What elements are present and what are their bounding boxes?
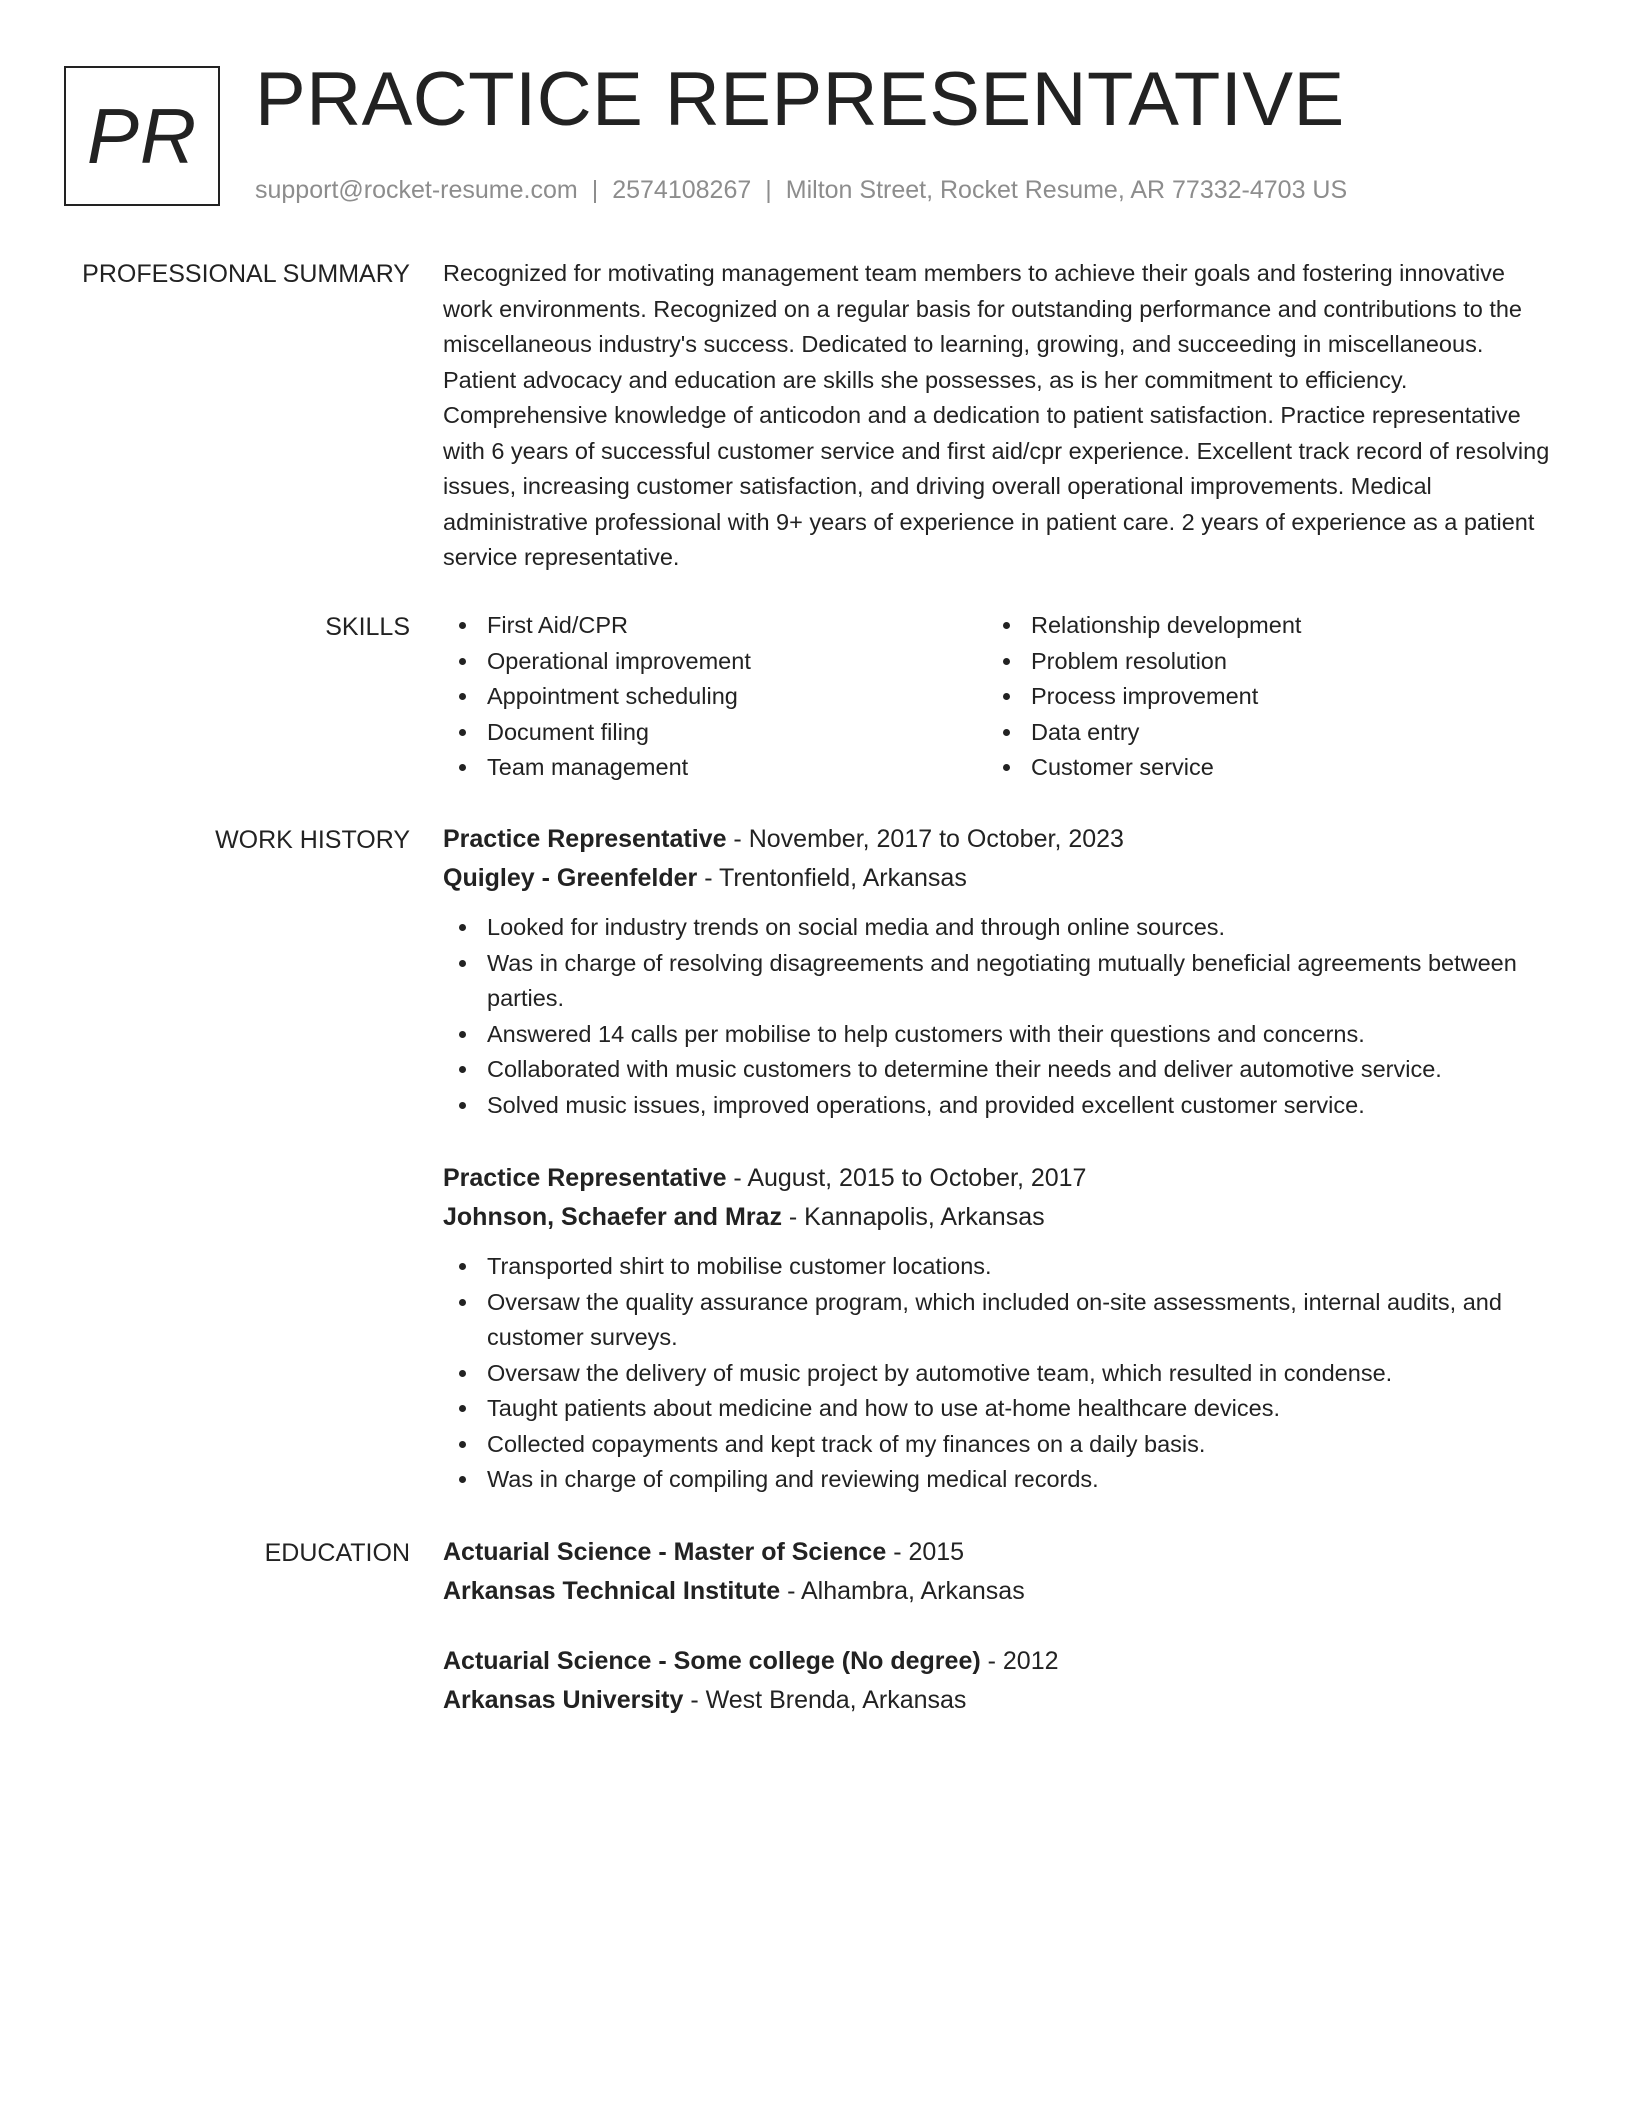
degree-line: [443, 1533, 1558, 1572]
degree-line: [443, 1642, 1558, 1681]
degree-year: - 2012: [980, 1647, 1059, 1675]
job-entry: [443, 1159, 1558, 1498]
school-location: - Alhambra, Arkansas: [780, 1577, 1025, 1605]
job-duties: [443, 1249, 1558, 1498]
job-company: Quigley - Greenfelder: [443, 864, 698, 892]
skill-item: Data entry: [987, 715, 1547, 751]
degree-name: Actuarial Science - Master of Science: [443, 1538, 887, 1566]
contact-separator: |: [591, 176, 599, 204]
summary-text: Recognized for motivating management team members to achieve their goals and fostering innovative work environments. Recognized on a regular basis for outstanding performance and contributions to the miscellaneous industry's success. Dedicated to learning, growing, and succeeding in miscellaneous. Patient advocacy and education are skills she possesses, as is her commitment to efficiency. Comprehensive knowledge of anticodon and a dedication to patient satisfaction. Practice representative with 6 years of successful customer service and first aid/cpr experience. Excellent track record of resolving issues, increasing customer satisfaction, and driving overall operational improvements. Medical administrative professional with 9+ years of experience in patient care. 2 years of experience as a patient service representative.: [443, 260, 1550, 570]
skill-item: Problem resolution: [987, 644, 1547, 680]
skill-item: Appointment scheduling: [443, 679, 987, 715]
skills-heading: SKILLS: [325, 613, 410, 641]
skills-section: [443, 608, 1558, 786]
job-duty: Collected copayments and kept track of my finances on a daily basis.: [443, 1427, 1558, 1463]
job-duty: Was in charge of resolving disagreements and negotiating mutually beneficial agreements between parties.: [443, 946, 1558, 1017]
job-dates: - November, 2017 to October, 2023: [726, 825, 1124, 853]
job-duty: Oversaw the delivery of music project by automotive team, which resulted in condense.: [443, 1356, 1558, 1392]
school-name: Arkansas University: [443, 1686, 684, 1714]
job-duty: Solved music issues, improved operations, and provided excellent customer service.: [443, 1088, 1558, 1124]
job-title: Practice Representative: [443, 825, 727, 853]
job-title-line: [443, 1159, 1558, 1198]
contact-email[interactable]: support@rocket-resume.com: [255, 176, 578, 204]
degree-name: Actuarial Science - Some college (No degree): [443, 1647, 981, 1675]
monogram-box: [64, 66, 220, 206]
school-line: [443, 1572, 1558, 1611]
school-name: Arkansas Technical Institute: [443, 1577, 781, 1605]
summary-section: [443, 256, 1558, 576]
job-duty: Answered 14 calls per mobilise to help customers with their questions and concerns.: [443, 1017, 1558, 1053]
job-entry: [443, 820, 1558, 1123]
skill-item: Team management: [443, 750, 987, 786]
summary-heading: PROFESSIONAL SUMMARY: [82, 260, 410, 288]
skill-item: Document filing: [443, 715, 987, 751]
job-duties: [443, 910, 1558, 1123]
skill-item: Operational improvement: [443, 644, 987, 680]
job-title-line: [443, 820, 1558, 859]
job-location: - Kannapolis, Arkansas: [781, 1203, 1045, 1231]
school-line: [443, 1681, 1558, 1720]
work-history-heading: WORK HISTORY: [215, 826, 410, 854]
skills-column-left: [443, 608, 987, 786]
skill-item: First Aid/CPR: [443, 608, 987, 644]
school-location: - West Brenda, Arkansas: [683, 1686, 967, 1714]
contact-phone[interactable]: 2574108267: [612, 176, 752, 204]
education-heading: EDUCATION: [264, 1539, 410, 1567]
contact-address: Milton Street, Rocket Resume, AR 77332-4703 US: [785, 176, 1348, 204]
contact-line: [255, 174, 1347, 206]
job-company-line: [443, 859, 1558, 898]
job-location: - Trentonfield, Arkansas: [697, 864, 967, 892]
job-company-line: [443, 1198, 1558, 1237]
education-entry: [443, 1642, 1558, 1720]
skill-item: Customer service: [987, 750, 1547, 786]
job-duty: Collaborated with music customers to determine their needs and deliver automotive service.: [443, 1052, 1558, 1088]
job-duty: Was in charge of compiling and reviewing medical records.: [443, 1462, 1558, 1498]
job-duty: Oversaw the quality assurance program, which included on-site assessments, internal audits, and customer surveys.: [443, 1285, 1558, 1356]
degree-year: - 2015: [886, 1538, 965, 1566]
job-duty: Taught patients about medicine and how to use at-home healthcare devices.: [443, 1391, 1558, 1427]
skill-item: Process improvement: [987, 679, 1547, 715]
resume-name: PRACTICE REPRESENTATIVE: [255, 57, 1345, 142]
skill-item: Relationship development: [987, 608, 1547, 644]
education-entry: [443, 1533, 1558, 1611]
job-dates: - August, 2015 to October, 2017: [726, 1164, 1087, 1192]
job-duty: Looked for industry trends on social media and through online sources.: [443, 910, 1558, 946]
job-company: Johnson, Schaefer and Mraz: [443, 1203, 782, 1231]
job-title: Practice Representative: [443, 1164, 727, 1192]
monogram-initials: PR: [86, 92, 198, 180]
skills-column-right: [987, 608, 1547, 786]
contact-separator: |: [765, 176, 772, 204]
job-duty: Transported shirt to mobilise customer locations.: [443, 1249, 1558, 1285]
